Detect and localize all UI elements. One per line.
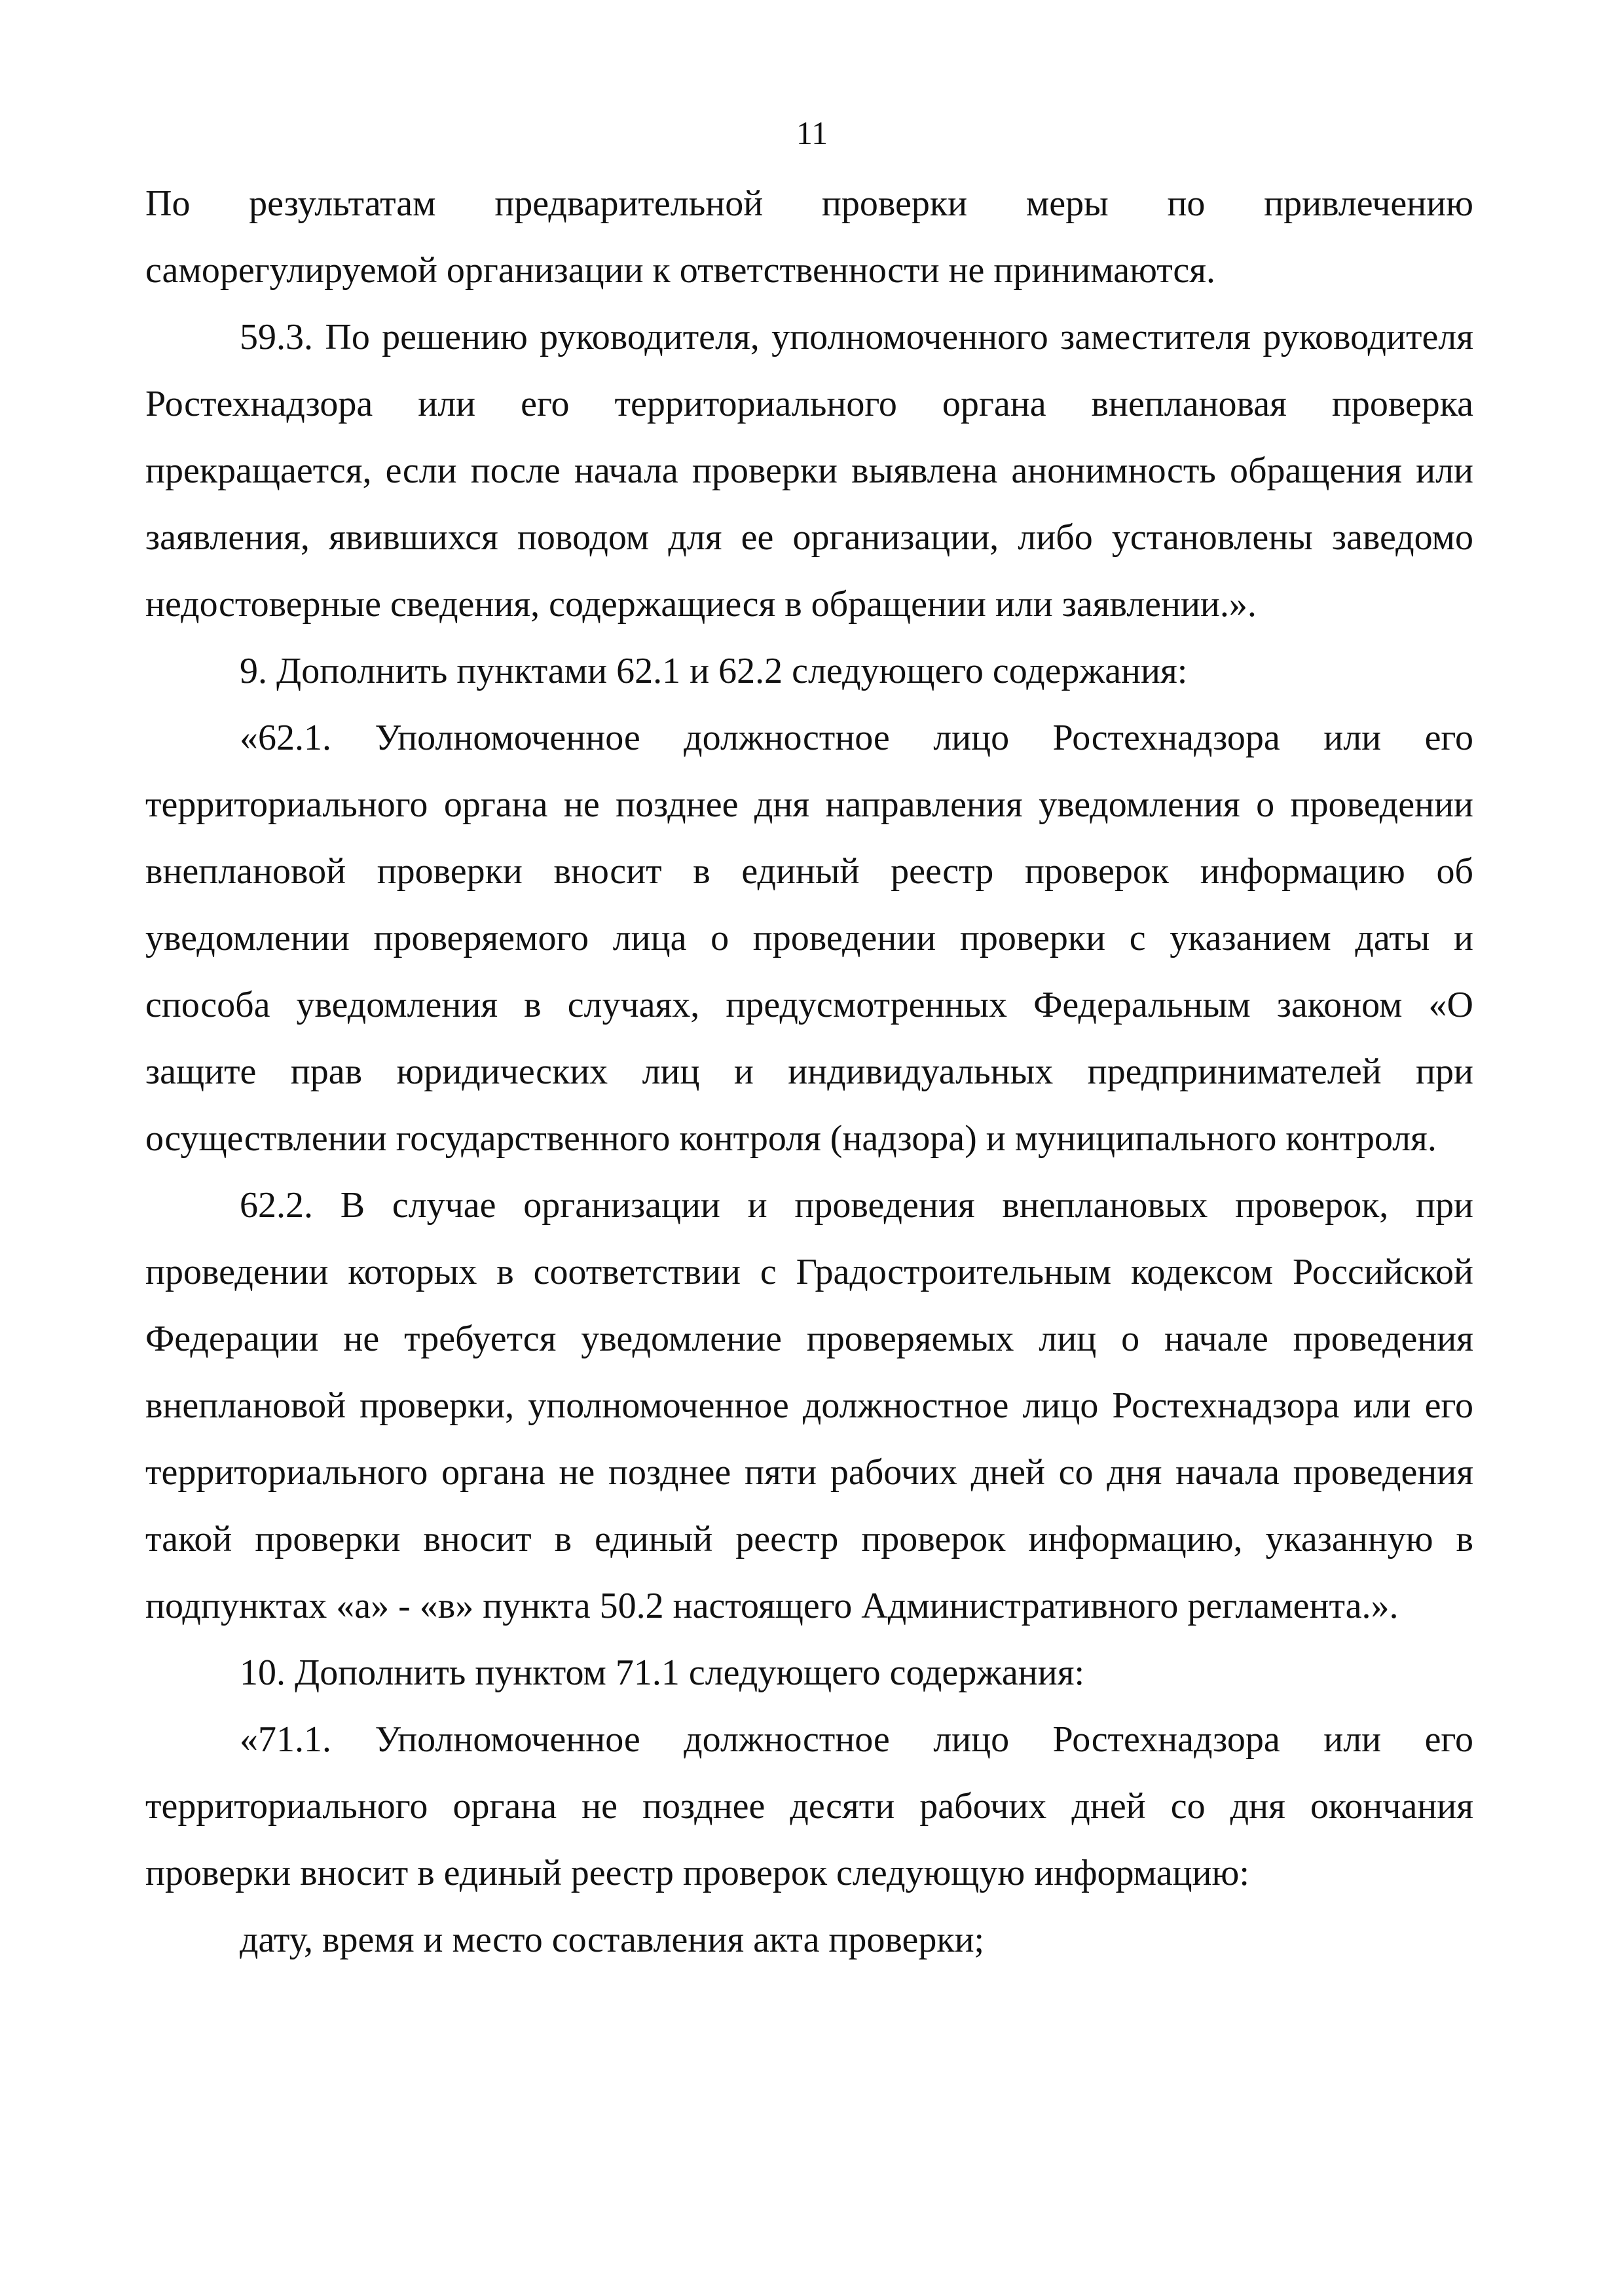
paragraph-62-1: «62.1. Уполномоченное должностное лицо Ростехнадзора или его территориального органа не позднее дня направления уведомления о проведении внеплановой проверки вносит в единый реестр проверок информацию об уведомлении проверяемого лица о проведении проверки с указанием даты и способа уведомления в случаях, предусмотренных Федеральным законом «О защите прав юридических лиц и индивидуальных предпринимателей при осуществлении государственного контроля (надзора) и муниципального контроля. bbox=[145, 718, 1473, 1159]
document-body bbox=[145, 170, 1473, 1973]
paragraph-71-1: «71.1. Уполномоченное должностное лицо Ростехнадзора или его территориального органа не позднее десяти рабочих дней со дня окончания проверки вносит в единый реестр проверок следующую информацию: bbox=[145, 1719, 1473, 1893]
paragraph-amendment-9: 9. Дополнить пунктами 62.1 и 62.2 следующего содержания: bbox=[240, 651, 1188, 691]
paragraph-62-2: 62.2. В случае организации и проведения внеплановых проверок, при проведении которых в соответствии с Градостроительным кодексом Российской Федерации не требуется уведомление проверяемых лиц о начале проведения внеплановой проверки, уполномоченное должностное лицо Ростехнадзора или его территориального органа не позднее пяти рабочих дней со дня начала проведения такой проверки вносит в единый реестр проверок информацию, указанную в подпунктах «а» - «в» пункта 50.2 настоящего Административного регламента.». bbox=[145, 1185, 1473, 1626]
paragraph-preliminary-check-result: По результатам предварительной проверки меры по привлечению саморегулируемой организации к ответственности не принимаются. bbox=[145, 183, 1473, 291]
page-number: 11 bbox=[796, 115, 828, 151]
paragraph-amendment-10: 10. Дополнить пунктом 71.1 следующего содержания: bbox=[240, 1652, 1085, 1693]
paragraph-59-3: 59.3. По решению руководителя, уполномоченного заместителя руководителя Ростехнадзора или его территориального органа внеплановая проверка прекращается, если после начала проверки выявлена анонимность обращения или заявления, явившихся поводом для ее организации, либо установлены заведомо недостоверные сведения, содержащиеся в обращении или заявлении.». bbox=[145, 317, 1473, 625]
paragraph-list-item-act-date: дату, время и место составления акта проверки; bbox=[240, 1920, 985, 1960]
